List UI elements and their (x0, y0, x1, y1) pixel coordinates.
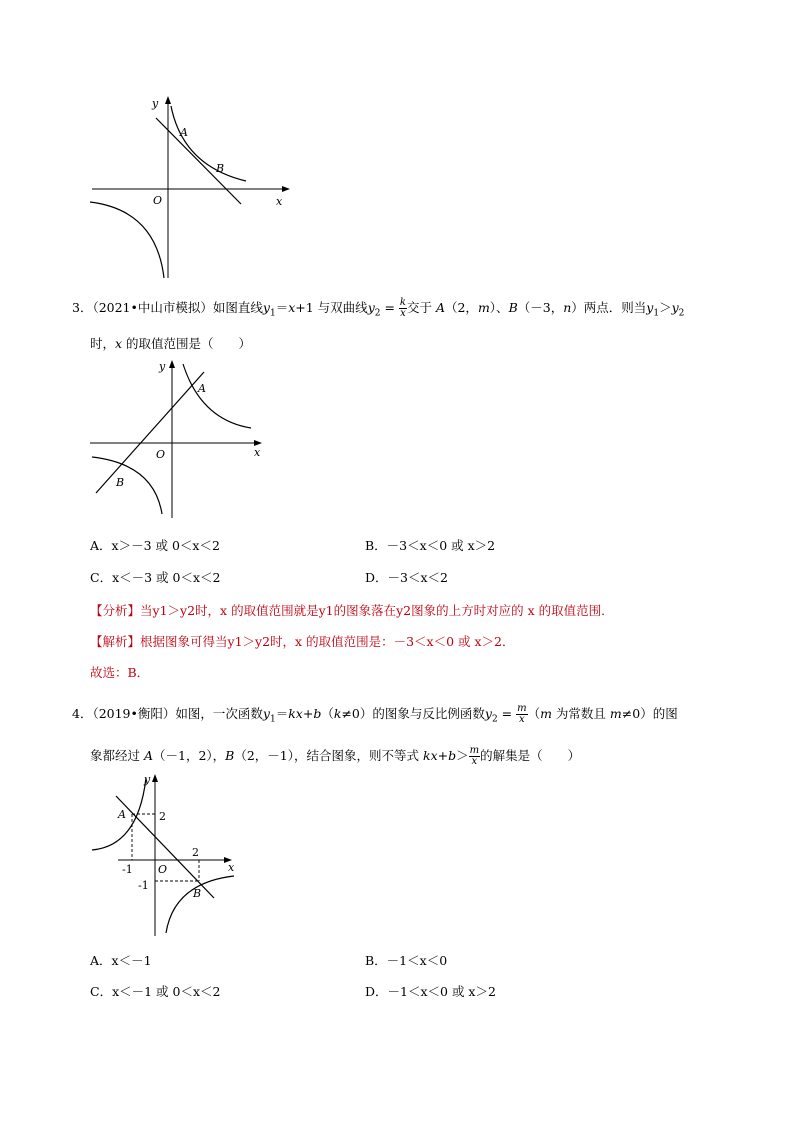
q3-text: 的取值范围是（ ） (122, 336, 252, 351)
analysis-tag: 【分析】 (90, 603, 141, 618)
frac-num: m (517, 703, 527, 714)
var-y1: y (646, 300, 654, 315)
coords: （2， (444, 300, 478, 315)
frac-den: x (400, 308, 406, 319)
var-y2: y (367, 300, 375, 315)
coords: ）、 (489, 300, 509, 315)
coords: （－1，2）， (153, 748, 226, 763)
point-label-a: A (118, 808, 126, 821)
gt: ＞ (659, 300, 672, 315)
solution-tag: 【解析】 (90, 634, 141, 649)
equals: ＝ (275, 300, 289, 315)
fraction-k-over-x (399, 298, 407, 319)
q4-option-a[interactable]: A．x＜－1 (90, 953, 152, 968)
q4-option-d[interactable]: D．－1＜x＜0 或 x＞2 (365, 984, 496, 999)
var-y2: y (671, 300, 679, 315)
q4-option-c[interactable]: C．x＜－1 或 0＜x＜2 (90, 984, 221, 999)
var-y1: y (262, 300, 270, 315)
sub-2: 2 (491, 714, 498, 725)
figure-q2 (88, 92, 298, 282)
var-k: k (333, 706, 342, 721)
equals: = (497, 706, 517, 721)
frac-den: x (471, 756, 478, 767)
q4-stem-line1 (72, 704, 678, 728)
origin-label: O (158, 863, 168, 876)
q3-answer: 故选：B． (90, 665, 150, 680)
q4-text: （ (527, 706, 541, 721)
sub-1: 1 (653, 308, 660, 319)
q3-source: （2021•中山市模拟） (92, 300, 213, 315)
fraction-m-over-x (469, 746, 480, 767)
q4-stem-line2 (90, 746, 580, 767)
point-label-b: B (216, 162, 225, 175)
point-label-b: B (193, 887, 202, 900)
axis-label-y: y (159, 360, 166, 373)
q4-text: ≠0）的图 (621, 706, 678, 721)
q3-option-c[interactable]: C．x＜－3 或 0＜x＜2 (90, 570, 221, 585)
q3-option-a[interactable]: A．x＞－3 或 0＜x＜2 (90, 538, 220, 553)
q3-option-d[interactable]: D．－3＜x＜2 (365, 570, 448, 585)
plus: + (302, 706, 314, 721)
axis-label-x: x (254, 446, 261, 459)
sub-1: 1 (269, 714, 276, 725)
axis-label-x: x (276, 195, 283, 208)
gt: ＞ (456, 748, 469, 763)
axis-label-y: y (152, 97, 159, 110)
q3-option-b[interactable]: B．－3＜x＜0 或 x＞2 (365, 538, 496, 553)
q3-analysis (90, 603, 614, 619)
point-label-a: A (180, 126, 188, 139)
tick-label-neg1-x: -1 (122, 863, 133, 876)
coords: ）两点．则当 (571, 300, 647, 315)
origin-label: O (156, 448, 166, 461)
q3-stem-line2 (90, 336, 251, 352)
var-m: m (540, 706, 552, 721)
var-y2: y (484, 706, 492, 721)
solution-text: 根据图象可得当y1＞y2时，x 的取值范围是：－3＜x＜0 或 x＞2． (140, 634, 515, 649)
q3-solution (90, 634, 514, 650)
q4-text: 如图，一次函数 (175, 706, 263, 721)
q3-text: 如图直线 (212, 300, 263, 315)
q4-source: （2019•衡阳） (92, 706, 176, 721)
figure-q4 (88, 770, 248, 940)
point-label-b: B (116, 476, 125, 489)
tick-label-2-x: 2 (192, 846, 199, 859)
var-m: m (609, 706, 622, 721)
fraction-m-over-x (516, 704, 527, 725)
origin-label: O (153, 194, 163, 207)
frac-num: k (399, 297, 406, 308)
inequality-lhs: kx+b (423, 748, 457, 763)
analysis-text: 当y1＞y2时，x 的取值范围就是y1的图象落在y2图象的上方时对应的 x 的取值范围． (140, 603, 614, 618)
var-m: m (477, 300, 490, 315)
tick-label-neg1-y: -1 (138, 879, 149, 892)
var-x: x (115, 336, 123, 351)
q4-text: ≠0）的图象与反比例函数 (341, 706, 485, 721)
axis-label-x: x (228, 861, 235, 874)
var-b: b (313, 706, 322, 721)
q3-stem-line1 (72, 298, 684, 322)
frac-den: x (519, 714, 525, 725)
var-kx: kx (288, 706, 303, 721)
q3-number: 3． (72, 300, 93, 315)
q4-text: 象都经过 (90, 748, 144, 763)
point-label-a: A (198, 382, 206, 395)
sub-2: 2 (374, 308, 381, 319)
sub-1: 1 (269, 308, 276, 319)
point-a: A (143, 748, 154, 763)
point-b: B (225, 748, 235, 763)
equals: ＝ (275, 706, 289, 721)
point-a: A (435, 300, 445, 315)
q4-text: （ (321, 706, 334, 721)
q4-option-b[interactable]: B．－1＜x＜0 (365, 953, 448, 968)
coords: （2，－1），结合图象，则不等式 (234, 748, 423, 763)
equals: = (380, 300, 399, 315)
q3-text: +1 与双曲线 (295, 300, 368, 315)
q3-text: 交于 (406, 300, 436, 315)
var-y1: y (262, 706, 270, 721)
coords: （－3， (517, 300, 564, 315)
q4-text: 为常数且 (551, 706, 610, 721)
q3-text: 时， (90, 336, 116, 351)
var-n: n (563, 300, 572, 315)
frac-num: m (469, 745, 480, 756)
var-x: x (288, 300, 296, 315)
sub-2: 2 (678, 308, 685, 319)
q4-text: 的解集是（ ） (480, 748, 581, 763)
figure-q3 (86, 356, 271, 521)
point-b: B (508, 300, 518, 315)
tick-label-2-y: 2 (159, 810, 166, 823)
axis-label-y: y (144, 773, 151, 786)
q4-number: 4． (72, 706, 93, 721)
